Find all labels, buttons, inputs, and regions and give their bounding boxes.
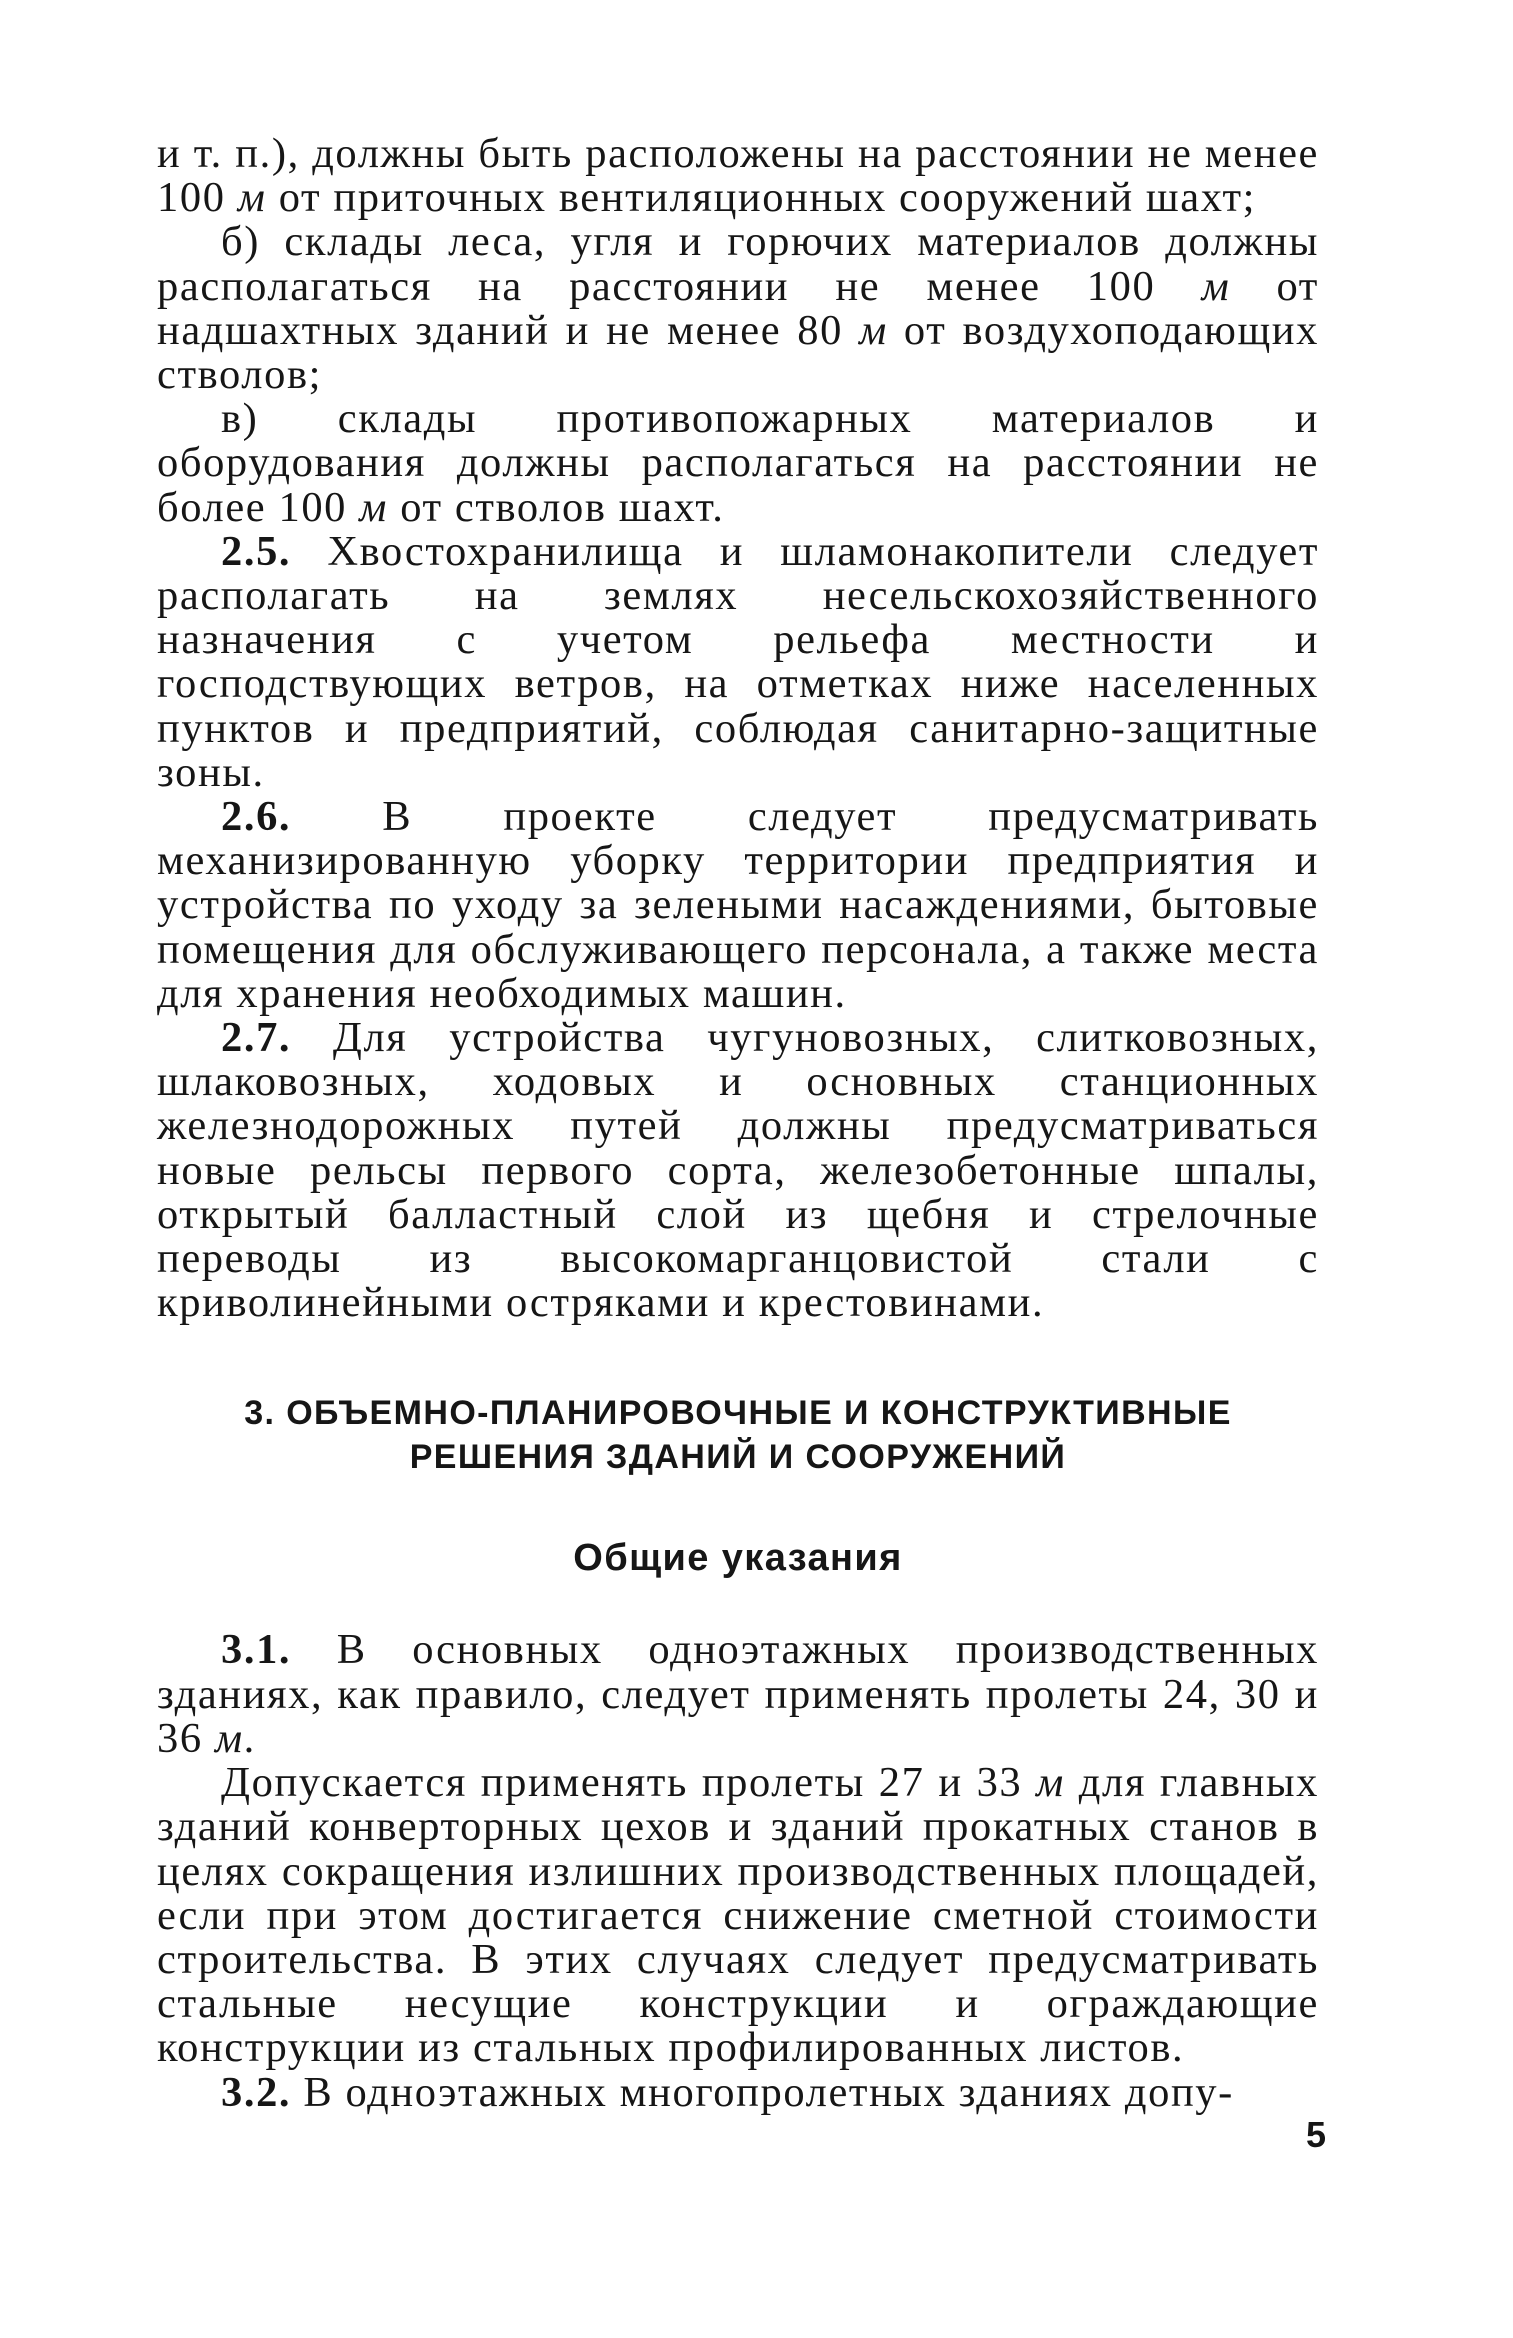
paragraph-text: для главных зданий конверторных цехов и зданий прокатных станов в целях сокращения излишних производственных площадей, если при этом достигается снижение сметной стоимости строительства. В этих случаях следует предусматривать стальные несущие конструкции и ограждающие конструкции из стальных профилированных листов. <box>157 1759 1319 2072</box>
section-heading-line: 3. ОБЪЕМНО-ПЛАНИРОВОЧНЫЕ И КОНСТРУКТИВНЫЕ <box>244 1394 1232 1433</box>
section-heading-line: РЕШЕНИЯ ЗДАНИЙ И СООРУЖЕНИЙ <box>409 1438 1067 1477</box>
unit-meter: м <box>859 306 888 354</box>
paragraph-3-1-continued <box>157 1761 1319 2070</box>
paragraph-text: Для устройства чугуновозных, слитковозных, шлаковозных, ходовых и основных станционных железнодорожных путей должны предусматриваться новые рельсы первого сорта, железобетонные шпалы, открытый балластный слой из щебня и стрелочные переводы из высокомарганцовистой стали с криволинейными остряками и крестовинами. <box>157 1014 1319 1327</box>
clause-number: 3.1. <box>221 1626 292 1674</box>
paragraph-text: от надшахтных зданий и не менее 80 <box>157 262 1319 354</box>
text-column <box>157 132 1319 2115</box>
paragraph-text: от воздухоподающих стволов; <box>157 306 1319 399</box>
clause-number: 2.6. <box>221 793 292 841</box>
section-heading <box>157 1391 1319 1479</box>
paragraph-v <box>157 397 1319 530</box>
unit-meter: м <box>359 483 388 531</box>
paragraph-text: от стволов шахт. <box>387 483 725 531</box>
unit-meter: м <box>1036 1759 1065 1807</box>
unit-meter: м <box>237 174 267 222</box>
paragraph-text: Допускается применять пролеты 27 и 33 <box>221 1759 1037 1807</box>
paragraph-text: б) склады леса, угля и горючих материалов должны располагаться на расстоянии не менее 100 <box>157 218 1319 310</box>
paragraph-text: В проекте следует предусматривать механизированную уборку территории предприятия и устройства по уходу за зелеными насаждениями, бытовые помещения для обслуживающего персонала, а также места для хранения необходимых машин. <box>157 793 1319 1017</box>
paragraph-continuation <box>157 132 1319 220</box>
paragraph-3-2 <box>157 2068 1319 2116</box>
unit-meter: м <box>1201 262 1231 310</box>
clause-number: 3.2. <box>221 2068 292 2116</box>
page-number: 5 <box>1306 2114 1327 2155</box>
paragraph-text: в) склады противопожарных материалов и оборудования должны располагаться на расстоянии не более 100 <box>157 395 1319 531</box>
paragraph-text: и т. п.), должны быть расположены на расстоянии не менее 100 <box>157 130 1319 222</box>
clause-number: 2.7. <box>221 1014 292 1062</box>
paragraph-b <box>157 220 1319 397</box>
paragraph-2-6 <box>157 795 1319 1016</box>
paragraph-text: В основных одноэтажных производственных зданиях, как правило, следует применять пролеты 24, 30 и 36 <box>157 1626 1319 1762</box>
subsection-heading: Общие указания <box>573 1537 903 1580</box>
clause-number: 2.5. <box>221 527 292 575</box>
paragraph-text: от приточных вентиляционных сооружений шахт; <box>266 174 1257 222</box>
paragraph-2-7 <box>157 1016 1319 1325</box>
unit-meter: м <box>214 1714 244 1762</box>
paragraph-text: . <box>243 1714 256 1762</box>
paragraph-text: В одноэтажных многопролетных зданиях допу- <box>291 2068 1234 2116</box>
paragraph-2-5 <box>157 527 1319 796</box>
paragraph-3-1 <box>157 1628 1319 1761</box>
paragraph-text: Хвостохранилища и шламонакопители следует располагать на землях несельскохозяйственного назначения с учетом рельефа местности и господствующих ветров, на отметках ниже населенных пунктов и предприятий, соблюдая санитарно-защитные зоны. <box>157 527 1319 796</box>
